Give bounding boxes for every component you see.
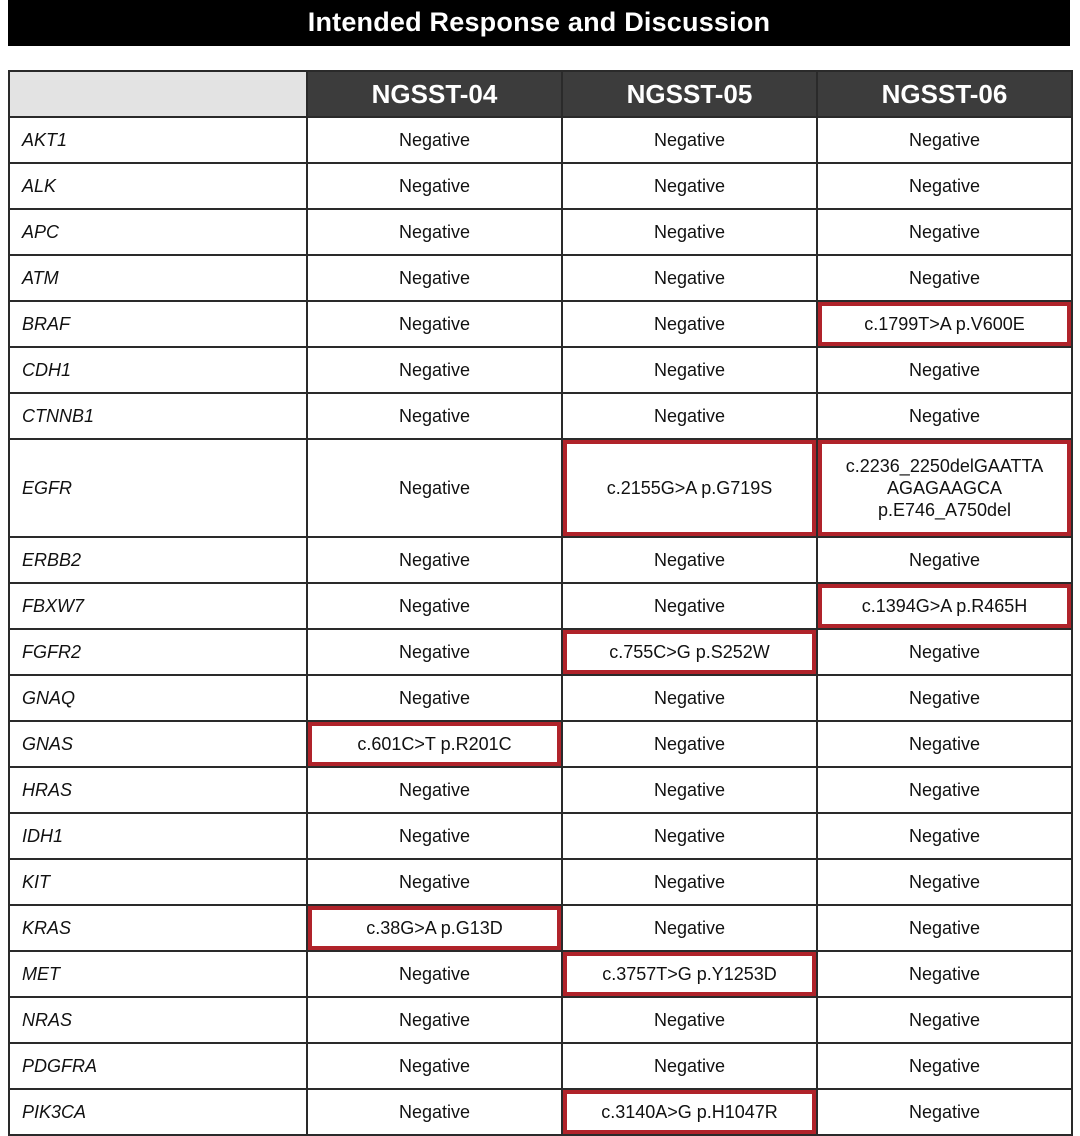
result-value: Negative xyxy=(908,826,981,846)
result-value: c.3140A>G p.H1047R xyxy=(601,1102,778,1122)
result-value: Negative xyxy=(398,478,471,498)
result-value: Negative xyxy=(398,780,471,800)
variant-result-cell xyxy=(817,439,1072,537)
result-cell xyxy=(307,767,562,813)
result-cell xyxy=(562,163,817,209)
table-row xyxy=(9,347,1072,393)
result-value: Negative xyxy=(908,918,981,938)
result-value: Negative xyxy=(908,176,981,196)
gene-name-cell: BRAF xyxy=(9,301,307,347)
result-cell xyxy=(817,859,1072,905)
result-value: Negative xyxy=(398,872,471,892)
gene-name-cell: HRAS xyxy=(9,767,307,813)
result-value: Negative xyxy=(908,406,981,426)
section-title: Intended Response and Discussion xyxy=(8,0,1070,46)
variant-result-cell xyxy=(307,721,562,767)
gene-name-cell: PDGFRA xyxy=(9,1043,307,1089)
column-header-ngsst-04: NGSST-04 xyxy=(307,71,562,117)
result-cell xyxy=(307,951,562,997)
result-value: Negative xyxy=(398,130,471,150)
result-cell xyxy=(562,905,817,951)
result-cell xyxy=(562,767,817,813)
result-cell xyxy=(307,117,562,163)
result-value: Negative xyxy=(398,176,471,196)
result-cell xyxy=(562,255,817,301)
result-cell xyxy=(562,583,817,629)
result-cell xyxy=(817,117,1072,163)
gene-name-cell: PIK3CA xyxy=(9,1089,307,1135)
result-cell xyxy=(562,859,817,905)
gene-name-cell: ATM xyxy=(9,255,307,301)
result-cell xyxy=(562,813,817,859)
gene-name-cell: ALK xyxy=(9,163,307,209)
result-cell xyxy=(817,675,1072,721)
table-row xyxy=(9,721,1072,767)
result-value: Negative xyxy=(398,550,471,570)
result-value: Negative xyxy=(398,826,471,846)
gene-name-cell: CTNNB1 xyxy=(9,393,307,439)
result-cell xyxy=(307,537,562,583)
table-row xyxy=(9,1089,1072,1135)
column-header-ngsst-05: NGSST-05 xyxy=(562,71,817,117)
result-cell xyxy=(562,347,817,393)
result-cell xyxy=(307,163,562,209)
column-header-ngsst-06: NGSST-06 xyxy=(817,71,1072,117)
result-cell xyxy=(817,347,1072,393)
result-value: Negative xyxy=(653,918,726,938)
result-cell xyxy=(562,1043,817,1089)
variant-result-cell xyxy=(562,951,817,997)
gene-name-cell: AKT1 xyxy=(9,117,307,163)
gene-name-cell: FGFR2 xyxy=(9,629,307,675)
result-cell xyxy=(817,163,1072,209)
gene-name-cell: KIT xyxy=(9,859,307,905)
gene-name-cell: GNAS xyxy=(9,721,307,767)
result-value: Negative xyxy=(653,360,726,380)
result-value: Negative xyxy=(398,406,471,426)
result-value: Negative xyxy=(653,222,726,242)
result-value: Negative xyxy=(398,642,471,662)
gene-name-cell: KRAS xyxy=(9,905,307,951)
variant-result-cell xyxy=(562,1089,817,1135)
gene-name-cell: EGFR xyxy=(9,439,307,537)
result-value: Negative xyxy=(653,130,726,150)
result-cell xyxy=(817,1089,1072,1135)
table-row xyxy=(9,301,1072,347)
result-value: Negative xyxy=(908,360,981,380)
result-cell xyxy=(817,905,1072,951)
result-cell xyxy=(817,393,1072,439)
variant-result-cell xyxy=(817,301,1072,347)
result-cell xyxy=(562,209,817,255)
result-value: Negative xyxy=(653,314,726,334)
result-value: Negative xyxy=(653,176,726,196)
table-row xyxy=(9,255,1072,301)
result-value: c.601C>T p.R201C xyxy=(357,734,512,754)
result-value: Negative xyxy=(908,780,981,800)
table-row xyxy=(9,813,1072,859)
table-row xyxy=(9,1043,1072,1089)
result-cell xyxy=(307,347,562,393)
result-value: Negative xyxy=(398,222,471,242)
gene-name-cell: ERBB2 xyxy=(9,537,307,583)
result-value: Negative xyxy=(653,550,726,570)
result-value: Negative xyxy=(653,688,726,708)
result-value: Negative xyxy=(398,1056,471,1076)
result-cell xyxy=(307,393,562,439)
result-cell xyxy=(307,1043,562,1089)
result-value: Negative xyxy=(908,268,981,288)
result-cell xyxy=(562,301,817,347)
result-value: c.38G>A p.G13D xyxy=(366,918,503,938)
table-row xyxy=(9,163,1072,209)
result-cell xyxy=(307,439,562,537)
result-value: Negative xyxy=(653,826,726,846)
result-value: Negative xyxy=(398,688,471,708)
result-value: c.1799T>A p.V600E xyxy=(864,314,1025,334)
result-value: c.2236_2250delGAATTA AGAGAAGCA p.E746_A750del xyxy=(845,456,1044,520)
result-value: Negative xyxy=(908,872,981,892)
gene-name-cell: FBXW7 xyxy=(9,583,307,629)
result-value: Negative xyxy=(908,734,981,754)
table-row xyxy=(9,537,1072,583)
header-corner-cell xyxy=(9,71,307,117)
result-value: Negative xyxy=(908,1056,981,1076)
gene-name-cell: NRAS xyxy=(9,997,307,1043)
result-value: Negative xyxy=(398,268,471,288)
variant-result-cell xyxy=(307,905,562,951)
table-row xyxy=(9,951,1072,997)
result-value: c.755C>G p.S252W xyxy=(609,642,770,662)
table-row xyxy=(9,859,1072,905)
result-cell xyxy=(307,301,562,347)
variant-result-cell xyxy=(562,439,817,537)
table-row xyxy=(9,583,1072,629)
result-value: Negative xyxy=(908,130,981,150)
result-value: Negative xyxy=(908,642,981,662)
result-value: Negative xyxy=(653,780,726,800)
result-value: Negative xyxy=(653,872,726,892)
table-row xyxy=(9,439,1072,537)
variant-result-cell xyxy=(817,583,1072,629)
result-value: Negative xyxy=(653,734,726,754)
table-row xyxy=(9,393,1072,439)
result-value: Negative xyxy=(653,406,726,426)
table-row xyxy=(9,117,1072,163)
result-value: Negative xyxy=(653,268,726,288)
result-cell xyxy=(817,629,1072,675)
result-cell xyxy=(307,583,562,629)
result-value: Negative xyxy=(908,222,981,242)
variant-result-cell xyxy=(562,629,817,675)
table-row xyxy=(9,767,1072,813)
result-cell xyxy=(817,209,1072,255)
results-table-container xyxy=(8,70,1071,1136)
result-value: Negative xyxy=(398,964,471,984)
result-value: c.3757T>G p.Y1253D xyxy=(602,964,777,984)
result-value: Negative xyxy=(398,596,471,616)
result-cell xyxy=(562,117,817,163)
table-row xyxy=(9,209,1072,255)
result-value: Negative xyxy=(653,1056,726,1076)
result-value: Negative xyxy=(398,360,471,380)
result-cell xyxy=(562,537,817,583)
result-cell xyxy=(307,813,562,859)
result-cell xyxy=(817,537,1072,583)
result-cell xyxy=(307,629,562,675)
result-cell xyxy=(817,951,1072,997)
gene-name-cell: IDH1 xyxy=(9,813,307,859)
result-cell xyxy=(817,1043,1072,1089)
result-value: Negative xyxy=(908,550,981,570)
result-value: c.1394G>A p.R465H xyxy=(861,596,1028,616)
result-value: Negative xyxy=(398,1010,471,1030)
table-row xyxy=(9,905,1072,951)
result-cell xyxy=(307,675,562,721)
result-cell xyxy=(307,859,562,905)
result-value: Negative xyxy=(908,688,981,708)
result-cell xyxy=(817,767,1072,813)
gene-name-cell: GNAQ xyxy=(9,675,307,721)
result-value: Negative xyxy=(653,596,726,616)
result-cell xyxy=(817,255,1072,301)
results-table xyxy=(8,70,1073,1136)
table-row xyxy=(9,675,1072,721)
result-cell xyxy=(817,997,1072,1043)
result-value: Negative xyxy=(908,964,981,984)
result-cell xyxy=(307,255,562,301)
result-cell xyxy=(562,997,817,1043)
gene-name-cell: APC xyxy=(9,209,307,255)
table-header-row xyxy=(9,71,1072,117)
result-value: Negative xyxy=(398,1102,471,1122)
table-row xyxy=(9,629,1072,675)
gene-name-cell: MET xyxy=(9,951,307,997)
result-cell xyxy=(307,997,562,1043)
result-cell xyxy=(817,813,1072,859)
result-value: Negative xyxy=(653,1010,726,1030)
result-cell xyxy=(307,209,562,255)
result-value: Negative xyxy=(908,1102,981,1122)
table-row xyxy=(9,997,1072,1043)
result-cell xyxy=(307,1089,562,1135)
result-value: Negative xyxy=(908,1010,981,1030)
result-cell xyxy=(817,721,1072,767)
table-body xyxy=(9,117,1072,1135)
result-value: c.2155G>A p.G719S xyxy=(606,478,773,498)
result-cell xyxy=(562,675,817,721)
result-cell xyxy=(562,721,817,767)
result-cell xyxy=(562,393,817,439)
result-value: Negative xyxy=(398,314,471,334)
gene-name-cell: CDH1 xyxy=(9,347,307,393)
